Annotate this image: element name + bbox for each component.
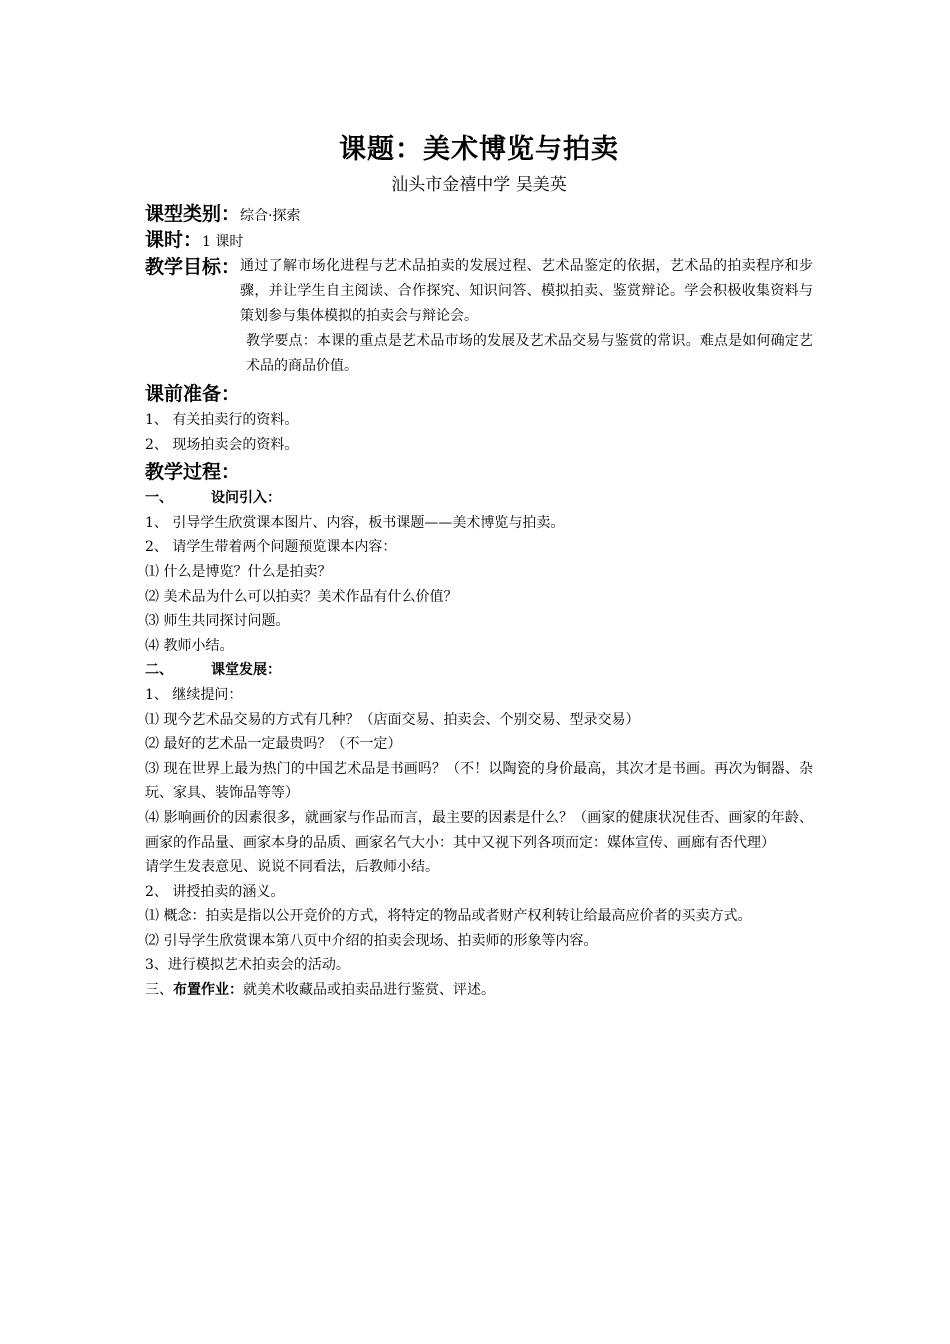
part1-line: ⑵ 美术品为什么可以拍卖？美术作品有什么价值？ bbox=[145, 588, 458, 605]
part1-line: 1、 引导学生欣赏课本图片、内容，板书课题——美术博览与拍卖。 bbox=[145, 514, 565, 531]
part2-line: 2、 讲授拍卖的涵义。 bbox=[145, 883, 285, 900]
hours-row bbox=[145, 228, 813, 254]
part2-line: ⑶ 现在世界上最为热门的中国艺术品是书画吗？（不！以陶瓷的身价最高，其次才是书画。再次为铜器、杂玩、家具、装饰品等等） bbox=[145, 760, 813, 802]
part1-line: ⑴ 什么是博览？什么是拍卖？ bbox=[145, 563, 332, 580]
part2-line: 1、 继续提问： bbox=[145, 686, 243, 703]
part3-text: 就美术收藏品或拍卖品进行鉴赏、评述。 bbox=[243, 982, 495, 999]
part2-line: ⑵ 引导学生欣赏课本第八页中介绍的拍卖会现场、拍卖师的形象等内容。 bbox=[145, 932, 598, 949]
part3-number: 三、 bbox=[145, 982, 173, 999]
part2-line: ⑵ 最好的艺术品一定最贵吗？（不一定） bbox=[145, 736, 402, 753]
course-type-row bbox=[145, 202, 813, 228]
course-type-label: 课型类别： bbox=[145, 203, 241, 225]
page-title: 课题：美术博览与拍卖 bbox=[339, 134, 619, 165]
part1-number: 一、 bbox=[145, 490, 173, 507]
part2-line: 请学生发表意见、说说不同看法，后教师小结。 bbox=[145, 859, 439, 876]
document-page bbox=[145, 130, 813, 1003]
part2-line: ⑷ 影响画价的因素很多，就画家与作品而言，最主要的因素是什么？（画家的健康状况佳否、画家的年龄、画家的作品量、画家本身的品质、画家名气大小：其中又视下列各项而定：媒体宣传、画廊有否代理） bbox=[145, 809, 813, 851]
goals-key-points: 教学要点：本课的重点是艺术品市场的发展及艺术品交易与鉴赏的常识。难点是如何确定艺术品的商品价值。 bbox=[246, 333, 813, 374]
part1-line: 2、 请学生带着两个问题预览课本内容： bbox=[145, 539, 397, 556]
part3-title: 布置作业： bbox=[173, 982, 243, 999]
part2-line: ⑴ 现今艺术品交易的方式有几种？（店面交易、拍卖会、个别交易、型录交易） bbox=[145, 711, 640, 728]
part1-heading bbox=[145, 486, 813, 511]
part1-line: ⑷ 教师小结。 bbox=[145, 637, 234, 654]
hours-label: 课时： bbox=[145, 229, 203, 251]
part1-title: 设问引入： bbox=[211, 490, 281, 507]
process-heading: 教学过程： bbox=[145, 461, 241, 484]
prep-heading: 课前准备： bbox=[145, 383, 241, 405]
part3-line bbox=[145, 978, 813, 1003]
part2-title: 课堂发展： bbox=[211, 662, 281, 679]
part1-line: ⑶ 师生共同探讨问题。 bbox=[145, 613, 290, 630]
goals-text: 通过了解市场化进程与艺术品拍卖的发展过程、艺术品鉴定的依据，艺术品的拍卖程序和步骤，并让学生自主阅读、合作探究、知识问答、模拟拍卖、鉴赏辩论。学会积极收集资料与策划参与集体模拟的拍卖会与辩论会。 bbox=[240, 258, 813, 324]
course-type-value: 综合·探索 bbox=[240, 208, 301, 224]
goals-body bbox=[240, 254, 813, 379]
part2-number: 二、 bbox=[145, 662, 173, 679]
hours-value: 1 课时 bbox=[202, 234, 244, 250]
part2-heading bbox=[145, 658, 813, 683]
prep-item: 2、 现场拍卖会的资料。 bbox=[145, 436, 299, 453]
part2-line: ⑴ 概念：拍卖是指以公开竞价的方式，将特定的物品或者财产权利转让给最高应价者的买卖方式。 bbox=[145, 908, 752, 925]
goals-section bbox=[145, 254, 813, 379]
goals-label: 教学目标： bbox=[145, 256, 241, 278]
prep-item: 1、 有关拍卖行的资料。 bbox=[145, 412, 299, 428]
author-line: 汕头市金禧中学 吴美英 bbox=[391, 175, 567, 195]
part2-line: 3、进行模拟艺术拍卖会的活动。 bbox=[145, 957, 350, 974]
